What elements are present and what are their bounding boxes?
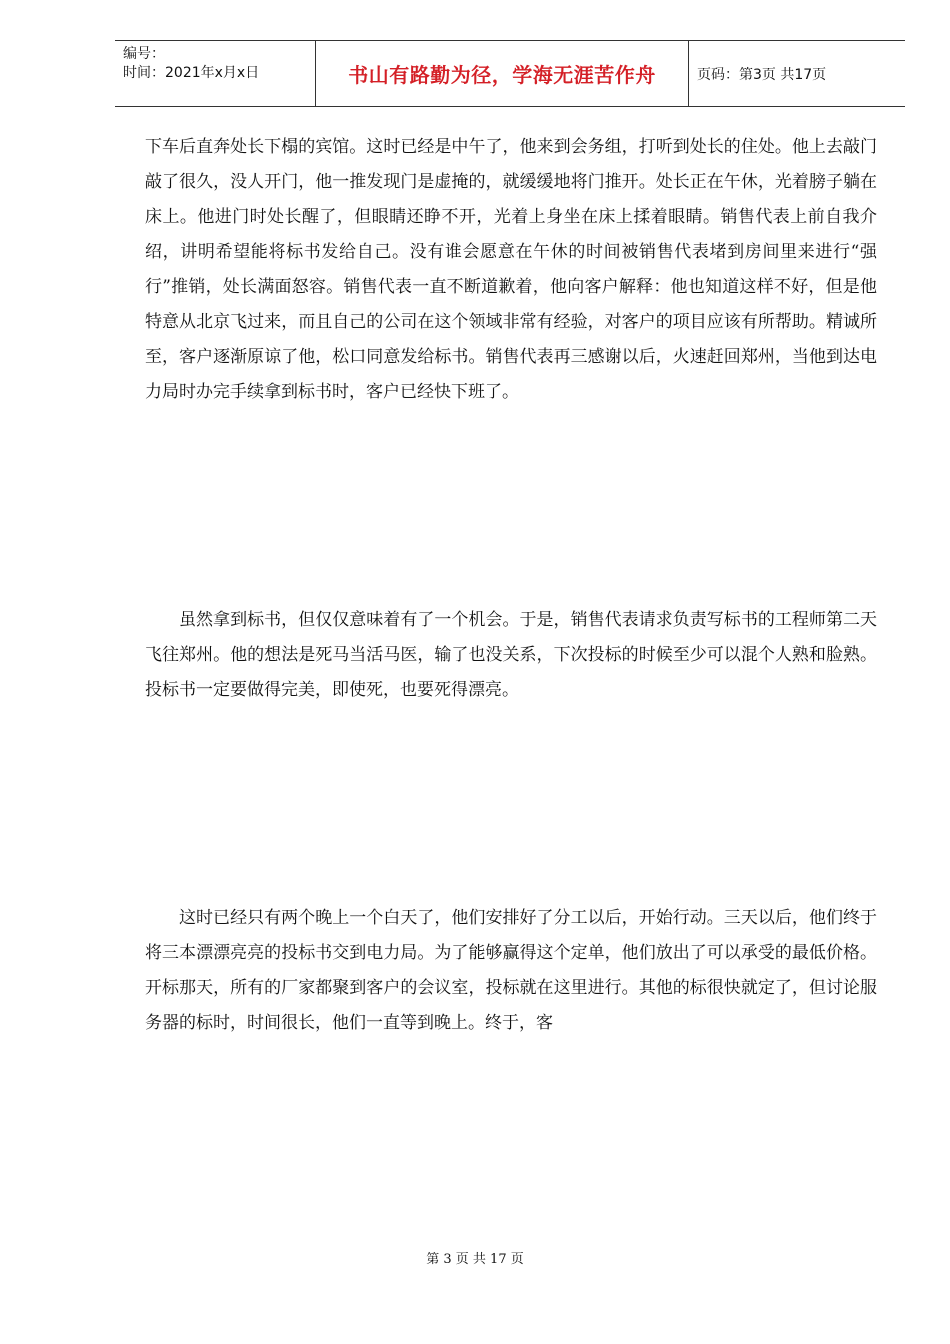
page-header: [115, 40, 905, 107]
document-number-label: 编号：: [123, 46, 165, 62]
body-paragraph-1: 下车后直奔处长下榻的宾馆。这时已经是中午了，他来到会务组，打听到处长的住处。他上去敲门敲了很久，没人开门，他一推发现门是虚掩的，就缓缓地将门推开。处长正在午休，光着膀子躺在床上。他进门时处长醒了，但眼睛还睁不开，光着上身坐在床上揉着眼睛。销售代表上前自我介绍，讲明希望能将标书发给自己。没有谁会愿意在午休的时间被销售代表堵到房间里来进行“强行”推销，处长满面怒容。销售代表一直不断道歉着，他向客户解释：他也知道这样不好，但是他特意从北京飞过来，而且自己的公司在这个领域非常有经验，对客户的项目应该有所帮助。精诚所至，客户逐渐原谅了他，松口同意发给标书。销售代表再三感谢以后，火速赶回郑州，当他到达电力局时办完手续拿到标书时，客户已经快下班了。: [145, 137, 877, 402]
body-paragraph-2: 虽然拿到标书，但仅仅意味着有了一个机会。于是，销售代表请求负责写标书的工程师第二天飞往郑州。他的想法是死马当活马医，输了也没关系，下次投标的时候至少可以混个人熟和脸熟。投标书一定要做得完美，即使死，也要死得漂亮。: [145, 610, 877, 700]
header-meta: [115, 41, 316, 106]
page-footer: 第 3 页 共 17 页: [426, 1252, 524, 1267]
header-motto: 书山有路勤为径，学海无涯苦作舟: [316, 41, 689, 106]
header-page-number: 页码：第3页 共17页: [697, 66, 827, 83]
body-paragraph-3: 这时已经只有两个晚上一个白天了，他们安排好了分工以后，开始行动。三天以后，他们终于将三本漂漂亮亮的投标书交到电力局。为了能够赢得这个定单，他们放出了可以承受的最低价格。开标那天，所有的厂家都聚到客户的会议室，投标就在这里进行。其他的标很快就定了，但讨论服务器的标时，时间很长，他们一直等到晚上。终于，客: [145, 908, 877, 1033]
document-time-label: 时间：2021年x月x日: [123, 65, 260, 81]
document-body: [145, 130, 877, 1041]
